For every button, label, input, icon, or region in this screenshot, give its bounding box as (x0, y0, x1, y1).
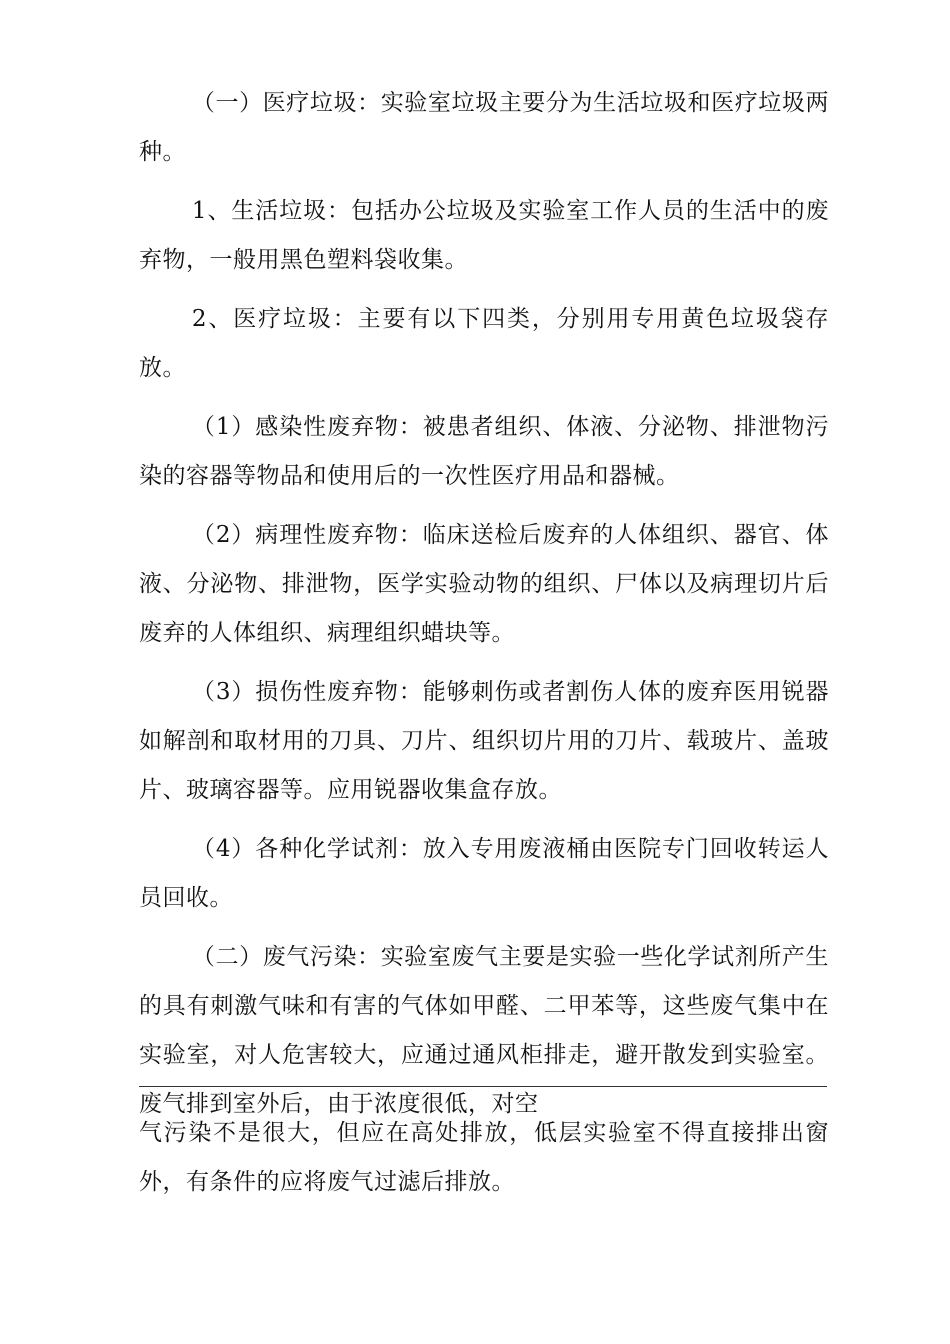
paragraph-sharps-waste: （3）损伤性废弃物：能够刺伤或者割伤人体的废弃医用锐器如解剖和取材用的刀具、刀片、组织切片用的刀片、载玻片、盖玻片、玻璃容器等。应用锐器收集盒存放。 (139, 679, 829, 803)
paragraph-exhaust-continuation: 气污染不是很大，但应在高处排放，低层实验室不得直接排出窗外，有条件的应将废气过滤后排放。 (139, 1120, 829, 1195)
paragraph-pathological-waste: （2）病理性废弃物：临床送检后废弃的人体组织、器官、体液、分泌物、排泄物，医学实验动物的组织、尸体以及病理切片后废弃的人体组织、病理组织蜡块等。 (139, 522, 829, 646)
paragraph-medical-waste-types: 2、医疗垃圾：主要有以下四类，分别用专用黄色垃圾袋存放。 (139, 306, 829, 381)
paragraph-chemical-reagents: （4）各种化学试剂：放入专用废液桶由医院专门回收转运人员回收。 (139, 836, 829, 911)
page-break-divider (139, 1086, 827, 1087)
paragraph-medical-waste-intro: （一）医疗垃圾：实验室垃圾主要分为生活垃圾和医疗垃圾两种。 (139, 90, 829, 165)
paragraph-infectious-waste: （1）感染性废弃物：被患者组织、体液、分泌物、排泄物污染的容器等物品和使用后的一次性医疗用品和器械。 (139, 414, 829, 489)
paragraph-exhaust-pollution: （二）废气污染：实验室废气主要是实验一些化学试剂所产生的具有刺激气味和有害的气体如甲醛、二甲苯等，这些废气集中在实验室，对人危害较大，应通过通风柜排走，避开散发到实验室。废气排到室外后，由于浓度很低，对空 (139, 944, 829, 1117)
continuation-body (139, 1109, 829, 1217)
paragraph-domestic-waste: 1、生活垃圾：包括办公垃圾及实验室工作人员的生活中的废弃物，一般用黑色塑料袋收集。 (139, 198, 829, 273)
document-body (139, 79, 829, 1139)
